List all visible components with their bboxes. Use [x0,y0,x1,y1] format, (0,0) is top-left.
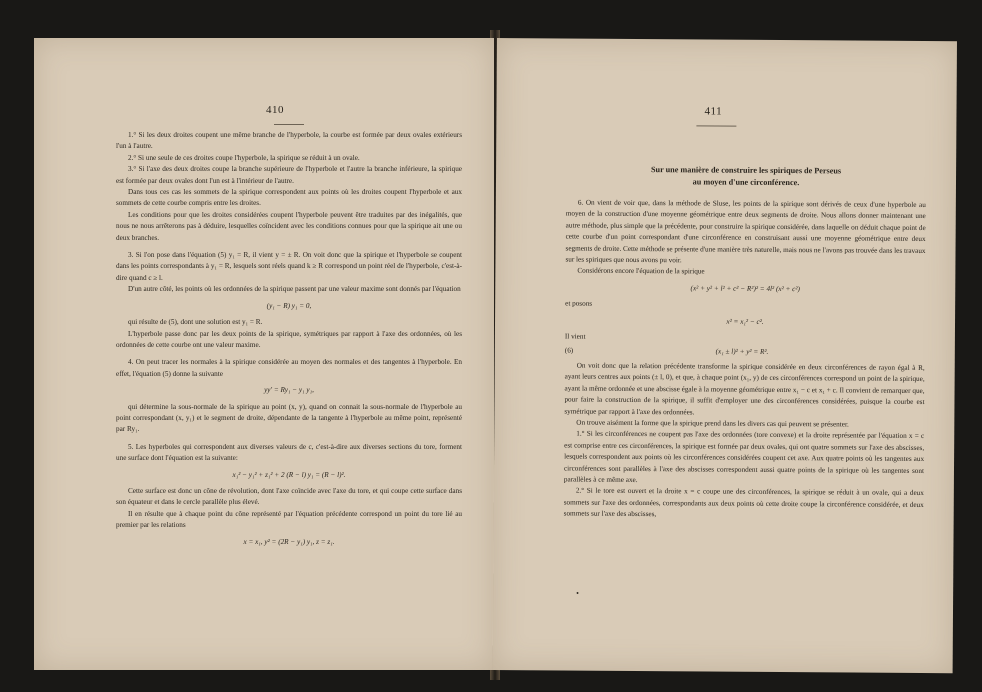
equation [565,346,925,360]
page-number: 411 [704,105,723,118]
paragraph: qui détermine la sous-normale de la spirique au point (x, y), quand on connait la sous-normale de l'hyperbole au point correspondant (x, y₁) et le segment de droite, dépendante de la tangente à l'hyperbole au même point, représenté par Ry₁. [116,402,462,434]
paragraph: 2.° Si le tore est ouvert et la droite x = c coupe une des circonférences, la spirique se réduit à un ovale, qui a deux sommets sur l'axe des ordonnées, correspondants aux deux points où cette droite coupe la circonférence considérée, et deux sommets sur l'axe des abscisses, [563,486,924,519]
paragraph: On trouve aisément la forme que la spirique prend dans les divers cas qui peuvent se présenter. [576,418,849,429]
paragraph: 3.° Si l'axe des deux droites coupe la branche supérieure de l'hyperbole et l'autre la branche inférieure, la spirique est formée par deux ovales dont l'un est à l'intérieur de l'autre. [116,165,462,185]
paragraph: Considérons encore l'équation de la spirique [577,267,705,276]
paragraph: 1.° Si les circonférences ne coupent pas l'axe des ordonnées (tore convexe) et la droite représentée par l'équation x = c est comprise entre ces circonférences, la spirique est formée par deux ovales, qui ont quatre sommets sur l'axe des abscisses, lesquels correspondent aux points où les circonférences considérées coupent cet axe. Aux quatre points où les tangentes aux circonférences sont parallèles à l'axe des abscisses correspondent aussi quatre points de la spirique où les tangentes sont parallèles à ce même axe. [563,429,925,484]
right-page [493,38,957,673]
equation: x₁² − y₁² + z₁² + 2 (R − l) y₁ = (R − l)². [232,470,346,479]
equation: yy′ = Ry₁ − y₁ y₁, [264,386,314,395]
page-number: 410 [266,104,284,116]
paragraph: 1.° Si les deux droites coupent une même branche de l'hyperbole, la courbe est formée par deux ovales extérieurs l'un à l'autre. [116,131,462,151]
equation: x = x₁, y² = (2R − y₁) y₁, z = z₁. [243,537,335,546]
paragraph: 4. On peut tracer les normales à la spirique considérée au moyen des normales et des tangentes à l'hyperbole. En effet, l'équation (5) donne la suivante [116,358,462,378]
equation: x² = x₁² − c². [726,317,764,326]
paragraph: 5. Les hyperboles qui correspondent aux diverses valeurs de c, c'est-à-dire aux diverses sections du tore, forment une surface dont l'équation est la suivante: [116,442,462,463]
bullet-mark: • [576,588,579,598]
paragraph: On voit donc que la relation précédente transforme la spirique considérée en deux circonférences de rayon égal à R, ayant leurs centres aux points (± l, 0), et que, à chaque point (x₁, y) de ces circonférences correspond un point de la spirique, ayant la même ordonnée et une abscisse égale à la moyenne géométrique entre x₁ − c et x₁ + c. Il convient de remarquer que, pour faire la construction de la spirique, il suffit d'employer une des circonférences considérées, puisque la courbe est symétrique par rapport à l'axe des ordonnées. [564,361,925,416]
equation-body: (x₁ ± l)² + y² = R². [715,348,769,357]
section-title-line: Sur une manière de construire les spiriques de Perseus [650,165,842,176]
equation: (x² + y² + l² + c² − R²)² = 4l² (x² + c²) [690,284,800,293]
text-line: Il vient [564,332,586,341]
paragraph: 3. Si l'on pose dans l'équation (5) y₁ = R, il vient y = ± R. On voit donc que la spirique et l'hyperbole se coupent dans les points correspondants à y₁ = R, lesquels sont réels quand k ≥ R correspond un point réel de l'hyperbole, c'est-à-dire quand c ≥ l. [116,251,462,282]
paragraph: Dans tous ces cas les sommets de la spirique correspondent aux points où les droites coupent l'hyperbole et aux sommets de cette courbe compris entre les droites. [116,188,462,208]
paragraph: 2.° Si une seule de ces droites coupe l'hyperbole, la spirique se réduit à un ovale. [128,153,360,162]
page-number-rule [696,125,736,126]
paragraph: 6. On vient de voir que, dans la méthode de Sluse, les points de la spirique sont dérivés de ceux d'une hyperbole au moyen de la construction d'une moyenne géométrique entre deux segments de droite. Nous allons donner maintenant une autre méthode, plus simple que la précédente, pour construire la spirique considérée, dans laquelle on déduit chaque point de cette courbe d'un point correspondant d'une circonférence en construisant aussi une moyenne géométrique entre deux segments de droite. Cette méthode se présente d'une manière très naturelle, mais nous ne l'avons pas trouvée dans les travaux sur les spiriques que nous avons pu voir. [565,198,926,265]
equation-number: (6) [564,346,574,356]
paragraph: Cette surface est donc un cône de révolution, dont l'axe coïncide avec l'axe du tore, et qui coupe cette surface dans son équateur et dans le cercle parallèle plus élevé. [116,486,462,507]
paragraph: Les conditions pour que les droites considérées coupent l'hyperbole peuvent être traduites par des inégalités, que nous ne nous arrêterons pas à déduire, lesquelles coïncident avec les conditions connues pour que la spirique ait une ou deux branches. [116,210,462,242]
section-title [566,163,926,190]
text-line: et posons [565,299,593,308]
paragraph: D'un autre côté, les points où les ordonnées de la spirique passent par une valeur maxime sont donnés par l'équation [128,285,461,294]
left-page [34,38,494,670]
paragraph: L'hyperbole passe donc par les deux points de la spirique, symétriques par rapport à l'axe des ordonnées, où les ordonnées de cette courbe ont une valeur maxime. [116,329,462,349]
page-number-rule [274,124,304,125]
paragraph: Il en résulte que à chaque point du cône représenté par l'équation précédente correspond un point du tore lié au premier par les relations [116,509,462,530]
equation: (y₁ − R) y₁ = 0, [266,301,312,310]
paragraph: qui résulte de (5), dont une solution est y₁ = R. [128,318,263,327]
right-page-text [564,163,926,522]
left-page-text [116,130,462,553]
section-title-line: au moyen d'une circonférence. [692,177,800,188]
spacer [911,348,925,360]
